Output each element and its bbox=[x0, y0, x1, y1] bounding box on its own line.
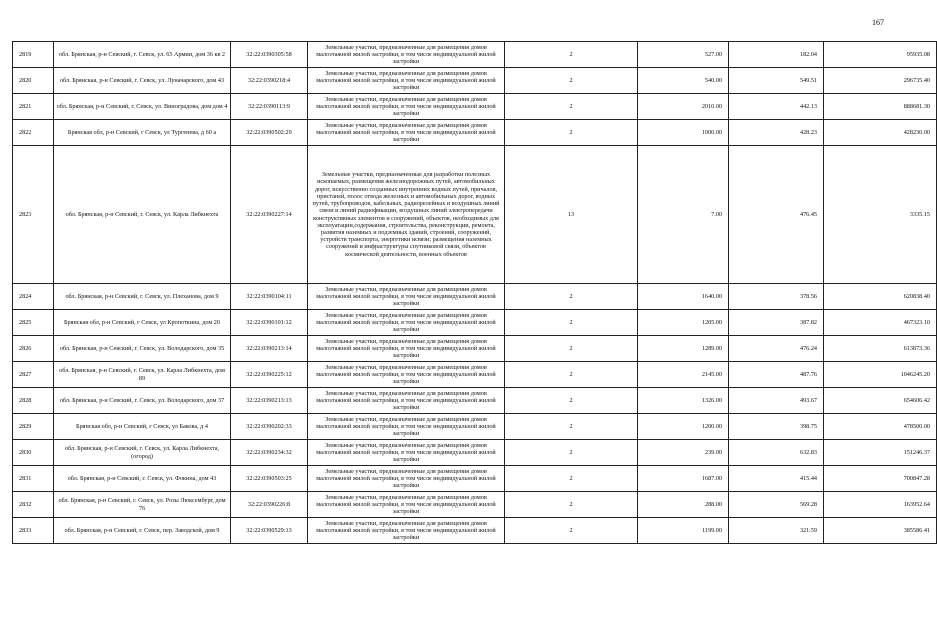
row-number-cell: 2825 bbox=[13, 310, 54, 336]
table-row bbox=[13, 492, 937, 518]
category-cell: 2 bbox=[505, 94, 638, 120]
table-row bbox=[13, 518, 937, 544]
address-cell: обл. Брянская, р-н Севский, г. Севск, пер. Заводской, дом 9 bbox=[54, 518, 231, 544]
cadastral-cost-cell: 613873.36 bbox=[824, 336, 937, 362]
cadastral-number-cell: 32:22:0390104:11 bbox=[231, 284, 308, 310]
row-number-cell: 2821 bbox=[13, 94, 54, 120]
address-cell: обл. Брянская, р-н Севский, г. Севск, ул. Карла Либкнехта bbox=[54, 146, 231, 284]
table-row bbox=[13, 120, 937, 146]
category-cell: 2 bbox=[505, 362, 638, 388]
table-row bbox=[13, 388, 937, 414]
area-cell: 1326.00 bbox=[638, 388, 729, 414]
permitted-use-cell: Земельные участки, предназначенные для разработки полезных ископаемых, размещения железнодорожных путей, автомобильных дорог, искусственно созданных внутренних водных путей, причалов, пристаней, полос отвода железных и автомобильных дорог, водных путей, трубопроводов, кабельных, радиорелейных и воздушных линий связи и линий радиофикации, воздушных линий электропередачи конструктивных элементов и сооружений, объектов, необходимых для эксплуатации,содержания, строительства, реконструкции, ремонта, развития наземных и подземных зданий, строений, сооружений, устройств транспорта, энергетики исвязи; размещения наземных сооружений и инфраструктуры спутниковой связи, объектов космической деятельности, военных объектов bbox=[308, 146, 505, 284]
cadastral-cost-cell: 620838.40 bbox=[824, 284, 937, 310]
area-cell: 2145.00 bbox=[638, 362, 729, 388]
permitted-use-cell: Земельные участки, предназначенные для размещения домов малоэтажной жилой застройки, в том числе индивидуальной жилой застройки bbox=[308, 466, 505, 492]
area-cell: 1200.00 bbox=[638, 414, 729, 440]
permitted-use-cell: Земельные участки, предназначенные для размещения домов малоэтажной жилой застройки, в том числе индивидуальной жилой застройки bbox=[308, 388, 505, 414]
specific-value-cell: 182.04 bbox=[729, 42, 824, 68]
permitted-use-cell: Земельные участки, предназначенные для размещения домов малоэтажной жилой застройки, в том числе индивидуальной жилой застройки bbox=[308, 492, 505, 518]
specific-value-cell: 476.45 bbox=[729, 146, 824, 284]
address-cell: обл. Брянская, р-н Севский, г. Севск, ул. Луначарского, дом 43 bbox=[54, 68, 231, 94]
row-number-cell: 2823 bbox=[13, 146, 54, 284]
cadastral-number-cell: 32:22:0390213:14 bbox=[231, 336, 308, 362]
permitted-use-cell: Земельные участки, предназначенные для размещения домов малоэтажной жилой застройки, в том числе индивидуальной жилой застройки bbox=[308, 68, 505, 94]
permitted-use-cell: Земельные участки, предназначенные для размещения домов малоэтажной жилой застройки, в том числе индивидуальной жилой застройки bbox=[308, 94, 505, 120]
row-number-cell: 2824 bbox=[13, 284, 54, 310]
address-cell: обл. Брянская, р-н Севский, г. Севск, ул. 65 Армии, дом 36 кв 2 bbox=[54, 42, 231, 68]
permitted-use-cell: Земельные участки, предназначенные для размещения домов малоэтажной жилой застройки, в том числе индивидуальной жилой застройки bbox=[308, 336, 505, 362]
category-cell: 2 bbox=[505, 440, 638, 466]
area-cell: 2010.00 bbox=[638, 94, 729, 120]
table-row bbox=[13, 336, 937, 362]
address-cell: обл. Брянская, р-н Севский, г. Севск, ул. Плеханова, дом 9 bbox=[54, 284, 231, 310]
address-cell: обл. Брянская, р-н Севский, г. Севск, ул. Виноградова, дом дом 4 bbox=[54, 94, 231, 120]
table-row bbox=[13, 94, 937, 120]
address-cell: Брянская обл, р-н Севский, г Севск, ул Тургенева, д 60 а bbox=[54, 120, 231, 146]
cadastral-cost-cell: 1046245.20 bbox=[824, 362, 937, 388]
specific-value-cell: 476.24 bbox=[729, 336, 824, 362]
area-cell: 239.00 bbox=[638, 440, 729, 466]
cadastral-cost-cell: 888681.30 bbox=[824, 94, 937, 120]
category-cell: 2 bbox=[505, 120, 638, 146]
row-number-cell: 2826 bbox=[13, 336, 54, 362]
specific-value-cell: 493.67 bbox=[729, 388, 824, 414]
area-cell: 527.00 bbox=[638, 42, 729, 68]
cadastral-number-cell: 32:22:0390218:4 bbox=[231, 68, 308, 94]
area-cell: 1289.00 bbox=[638, 336, 729, 362]
area-cell: 288.00 bbox=[638, 492, 729, 518]
address-cell: обл. Брянская, р-н Севский, г. Севск, ул. Карла Либкнехта, дом 89 bbox=[54, 362, 231, 388]
table-row bbox=[13, 284, 937, 310]
cadastral-cost-cell: 467323.10 bbox=[824, 310, 937, 336]
row-number-cell: 2832 bbox=[13, 492, 54, 518]
category-cell: 2 bbox=[505, 284, 638, 310]
row-number-cell: 2833 bbox=[13, 518, 54, 544]
permitted-use-cell: Земельные участки, предназначенные для размещения домов малоэтажной жилой застройки, в том числе индивидуальной жилой застройки bbox=[308, 310, 505, 336]
cadastral-number-cell: 32:22:0390202:33 bbox=[231, 414, 308, 440]
specific-value-cell: 632.83 bbox=[729, 440, 824, 466]
row-number-cell: 2820 bbox=[13, 68, 54, 94]
specific-value-cell: 442.13 bbox=[729, 94, 824, 120]
table-row bbox=[13, 310, 937, 336]
row-number-cell: 2827 bbox=[13, 362, 54, 388]
address-cell: Брянская обл, р-н Севский, г Севск, ул Кропоткина, дом 20 bbox=[54, 310, 231, 336]
cadastral-cost-cell: 95935.08 bbox=[824, 42, 937, 68]
cadastral-cost-cell: 385586.41 bbox=[824, 518, 937, 544]
cadastral-cost-cell: 428230.00 bbox=[824, 120, 937, 146]
area-cell: 1000.00 bbox=[638, 120, 729, 146]
permitted-use-cell: Земельные участки, предназначенные для размещения домов малоэтажной жилой застройки, в том числе индивидуальной жилой застройки bbox=[308, 120, 505, 146]
permitted-use-cell: Земельные участки, предназначенные для размещения домов малоэтажной жилой застройки, в том числе индивидуальной жилой застройки bbox=[308, 414, 505, 440]
area-cell: 1687.00 bbox=[638, 466, 729, 492]
area-cell: 7.00 bbox=[638, 146, 729, 284]
category-cell: 2 bbox=[505, 414, 638, 440]
permitted-use-cell: Земельные участки, предназначенные для размещения домов малоэтажной жилой застройки, в том числе индивидуальной жилой застройки bbox=[308, 284, 505, 310]
cadastral-number-cell: 32:22:0390503:25 bbox=[231, 466, 308, 492]
specific-value-cell: 321.59 bbox=[729, 518, 824, 544]
row-number-cell: 2830 bbox=[13, 440, 54, 466]
table-row bbox=[13, 42, 937, 68]
address-cell: обл. Брянская, р-н Севский, г. Севск, ул. Фокина, дом 43 bbox=[54, 466, 231, 492]
category-cell: 2 bbox=[505, 310, 638, 336]
permitted-use-cell: Земельные участки, предназначенные для размещения домов малоэтажной жилой застройки, в том числе индивидуальной жилой застройки bbox=[308, 440, 505, 466]
permitted-use-cell: Земельные участки, предназначенные для размещения домов малоэтажной жилой застройки, в том числе индивидуальной жилой застройки bbox=[308, 518, 505, 544]
specific-value-cell: 487.76 bbox=[729, 362, 824, 388]
table-row bbox=[13, 414, 937, 440]
cadastral-cost-cell: 151246.37 bbox=[824, 440, 937, 466]
category-cell: 2 bbox=[505, 336, 638, 362]
cadastral-cost-cell: 296735.40 bbox=[824, 68, 937, 94]
table-row bbox=[13, 440, 937, 466]
address-cell: обл. Брянская, р-н Севский, г. Севск, ул. Володарского, дом 37 bbox=[54, 388, 231, 414]
category-cell: 2 bbox=[505, 518, 638, 544]
category-cell: 2 bbox=[505, 466, 638, 492]
specific-value-cell: 569.28 bbox=[729, 492, 824, 518]
category-cell: 2 bbox=[505, 42, 638, 68]
cadastral-number-cell: 32:22:0390226:8 bbox=[231, 492, 308, 518]
specific-value-cell: 387.82 bbox=[729, 310, 824, 336]
cadastral-number-cell: 32:22:0390227:14 bbox=[231, 146, 308, 284]
land-registry-table bbox=[12, 41, 937, 544]
page-number: 167 bbox=[872, 18, 884, 27]
row-number-cell: 2819 bbox=[13, 42, 54, 68]
row-number-cell: 2828 bbox=[13, 388, 54, 414]
cadastral-number-cell: 32:22:0390101:12 bbox=[231, 310, 308, 336]
specific-value-cell: 398.75 bbox=[729, 414, 824, 440]
specific-value-cell: 428.23 bbox=[729, 120, 824, 146]
specific-value-cell: 378.56 bbox=[729, 284, 824, 310]
cadastral-cost-cell: 700847.28 bbox=[824, 466, 937, 492]
area-cell: 1205.00 bbox=[638, 310, 729, 336]
address-cell: Брянская обл, р-н Севский, г Севск, ул Бакова, д 4 bbox=[54, 414, 231, 440]
row-number-cell: 2822 bbox=[13, 120, 54, 146]
area-cell: 1640.00 bbox=[638, 284, 729, 310]
cadastral-cost-cell: 654606.42 bbox=[824, 388, 937, 414]
category-cell: 2 bbox=[505, 68, 638, 94]
cadastral-cost-cell: 3335.15 bbox=[824, 146, 937, 284]
cadastral-cost-cell: 163952.64 bbox=[824, 492, 937, 518]
cadastral-cost-cell: 478500.00 bbox=[824, 414, 937, 440]
cadastral-number-cell: 32:22:0390213:13 bbox=[231, 388, 308, 414]
category-cell: 13 bbox=[505, 146, 638, 284]
table-row bbox=[13, 146, 937, 284]
area-cell: 1199.00 bbox=[638, 518, 729, 544]
table-body bbox=[13, 42, 937, 544]
cadastral-number-cell: 32:22:0390225:12 bbox=[231, 362, 308, 388]
table-row bbox=[13, 466, 937, 492]
area-cell: 540.00 bbox=[638, 68, 729, 94]
address-cell: обл. Брянская, р-н Севский, г. Севск, ул. Карла Либкнехта, (огород) bbox=[54, 440, 231, 466]
cadastral-number-cell: 32:22:0390234:32 bbox=[231, 440, 308, 466]
cadastral-number-cell: 32:22:0390502:29 bbox=[231, 120, 308, 146]
cadastral-number-cell: 32:22:0390305:58 bbox=[231, 42, 308, 68]
table-row bbox=[13, 362, 937, 388]
category-cell: 2 bbox=[505, 492, 638, 518]
category-cell: 2 bbox=[505, 388, 638, 414]
specific-value-cell: 549.51 bbox=[729, 68, 824, 94]
row-number-cell: 2831 bbox=[13, 466, 54, 492]
address-cell: обл. Брянская, р-н Севский, г. Севск, ул. Володарского, дом 35 bbox=[54, 336, 231, 362]
cadastral-number-cell: 32:22:0390529:13 bbox=[231, 518, 308, 544]
row-number-cell: 2829 bbox=[13, 414, 54, 440]
permitted-use-cell: Земельные участки, предназначенные для размещения домов малоэтажной жилой застройки, в том числе индивидуальной жилой застройки bbox=[308, 362, 505, 388]
table-row bbox=[13, 68, 937, 94]
permitted-use-cell: Земельные участки, предназначенные для размещения домов малоэтажной жилой застройки, в том числе индивидуальной жилой застройки bbox=[308, 42, 505, 68]
address-cell: обл. Брянская, р-н Севский, г. Севск, ул. Розы Люксембург, дом 76 bbox=[54, 492, 231, 518]
cadastral-number-cell: 32:22:0390113:9 bbox=[231, 94, 308, 120]
specific-value-cell: 415.44 bbox=[729, 466, 824, 492]
